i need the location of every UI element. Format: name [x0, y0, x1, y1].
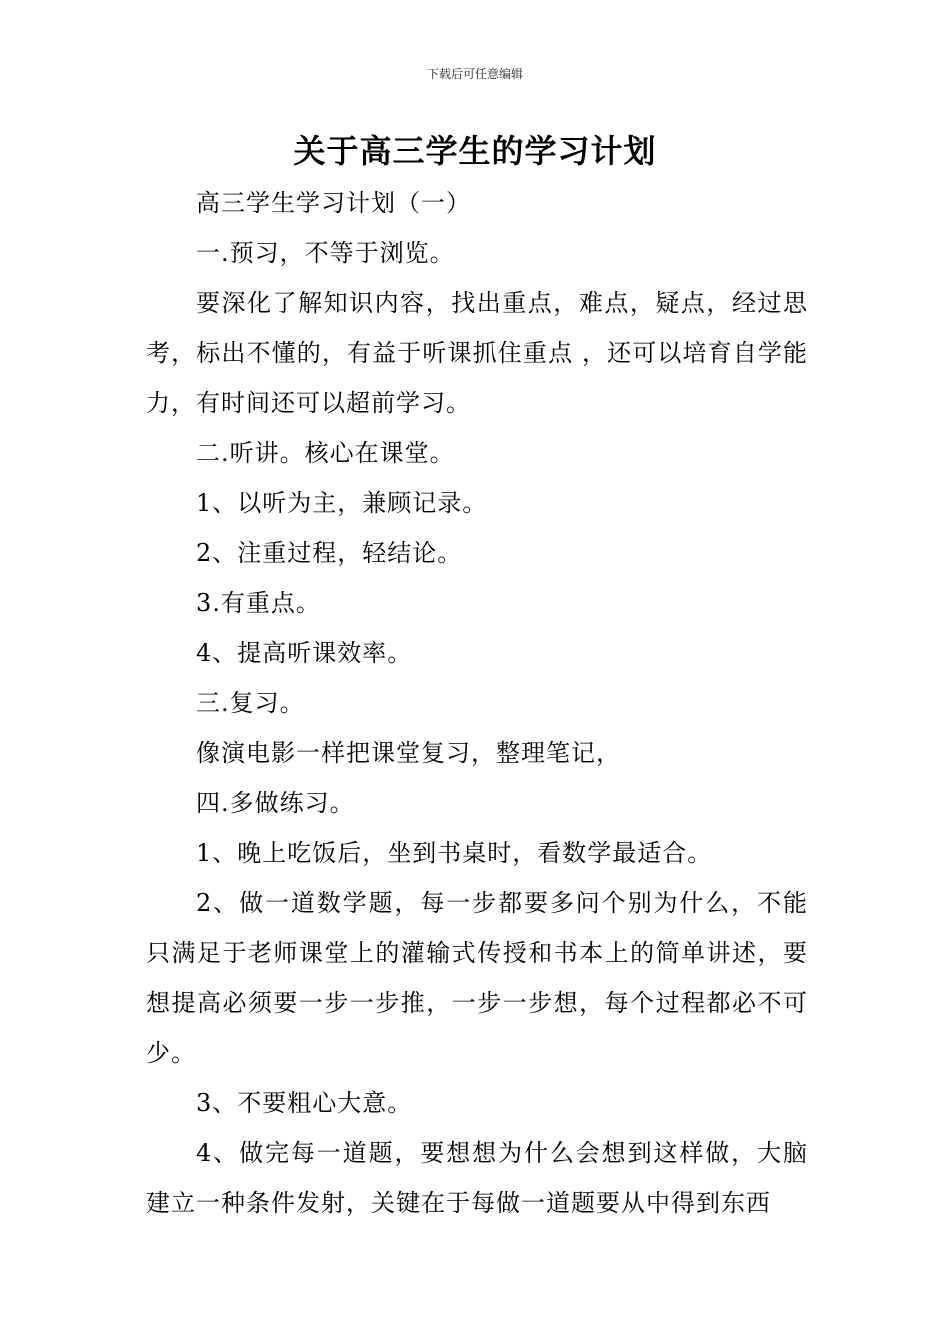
- list-item: 3、不要粗心大意。: [196, 1089, 413, 1117]
- list-item: 4、提高听课效率。: [196, 639, 413, 667]
- list-item: 1、以听为主，兼顾记录。: [196, 489, 488, 517]
- subtitle-paragraph: 高三学生学习计划（一）: [196, 189, 471, 217]
- section-heading-review: 三.复习。: [196, 689, 305, 717]
- document-body: [146, 178, 808, 1228]
- body-paragraph: 像演电影一样把课堂复习，整理笔记，: [196, 739, 621, 767]
- section-heading-preview: 一.预习，不等于浏览。: [196, 239, 455, 267]
- section-heading-practice: 四.多做练习。: [196, 789, 355, 817]
- list-item: 2、做一道数学题，每一步都要多问个别为什么，不能只满足于老师课堂上的灌输式传授和书本上的简单讲述，要想提高必须要一步一步推，一步一步想，每个过程都必不可少。: [146, 889, 808, 1067]
- list-item: 1、晚上吃饭后，坐到书桌时，看数学最适合。: [196, 839, 713, 867]
- document-title: 关于高三学生的学习计划: [293, 132, 657, 170]
- list-item: 4、做完每一道题，要想想为什么会想到这样做，大脑建立一种条件发射，关键在于每做一道题要从中得到东西: [146, 1139, 808, 1217]
- list-item: 3.有重点。: [196, 589, 321, 617]
- body-paragraph: 要深化了解知识内容，找出重点，难点，疑点，经过思考，标出不懂的，有益于听课抓住重点 ，还可以培育自学能力，有时间还可以超前学习。: [146, 289, 808, 417]
- list-item: 2、注重过程，轻结论。: [196, 539, 463, 567]
- page-header-note: 下载后可任意编辑: [426, 67, 523, 81]
- section-heading-lecture: 二.听讲。核心在课堂。: [196, 439, 455, 467]
